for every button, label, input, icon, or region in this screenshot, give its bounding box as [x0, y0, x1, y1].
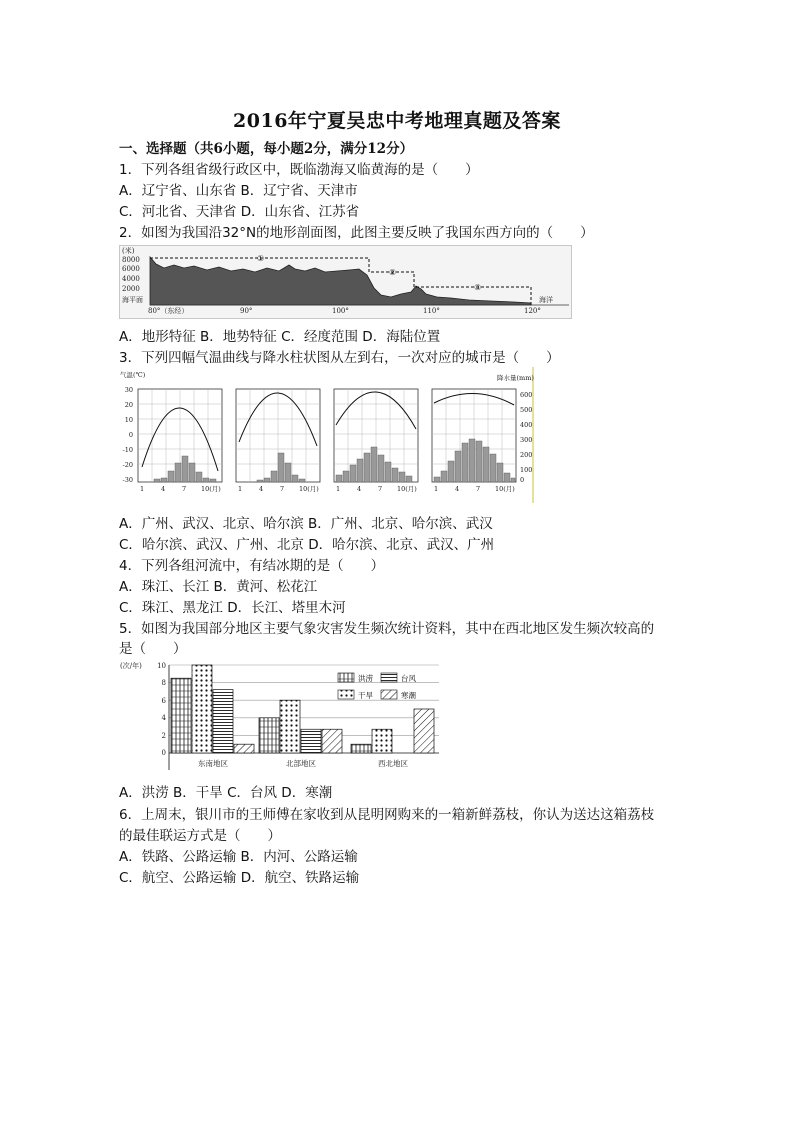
svg-text:7: 7 — [182, 485, 187, 493]
bar-cold-wave-3 — [414, 709, 434, 753]
svg-text:2: 2 — [161, 732, 166, 740]
terrain-y-unit: (米) — [122, 247, 135, 255]
precip-tick: 200 — [520, 451, 533, 459]
precip-tick: 400 — [520, 421, 533, 429]
svg-text:0: 0 — [161, 749, 166, 757]
step-1-label: ① — [257, 254, 265, 263]
precip-tick: 500 — [520, 406, 533, 414]
terrain-profile-figure — [119, 245, 572, 319]
q3-options-ab: A．广州、武汉、北京、哈尔滨 B．广州、北京、哈尔滨、武汉 — [119, 516, 493, 532]
chart-category-labels — [198, 758, 408, 768]
climate-graphs-figure — [119, 367, 534, 503]
q2-options: A．地形特征 B．地势特征 C．经度范围 D．海陆位置 — [119, 329, 441, 345]
terrain-y-tick: 2000 — [122, 285, 140, 293]
svg-text:6: 6 — [161, 697, 166, 705]
temp-tick: 10 — [124, 416, 133, 424]
svg-text:10(月): 10(月) — [299, 485, 319, 493]
svg-text:4: 4 — [161, 485, 166, 493]
q4-options-ab: A．珠江、长江 B．黄河、松花江 — [119, 579, 318, 595]
climate-panel-1 — [138, 389, 222, 482]
svg-text:4: 4 — [161, 714, 166, 722]
svg-text:4: 4 — [455, 485, 460, 493]
terrain-x-tick: 90° — [240, 307, 253, 315]
temp-tick: -10 — [122, 446, 133, 454]
q4-stem: 4．下列各组河流中，有结冰期的是（ ） — [119, 558, 385, 574]
bar-cold-wave-2 — [322, 729, 342, 753]
bar-typhoon-2 — [301, 729, 321, 753]
precip-tick: 0 — [520, 476, 525, 484]
legend-swatch-flood — [338, 673, 354, 682]
bar-typhoon-1 — [213, 690, 233, 753]
terrain-x-tick: 100° — [332, 307, 349, 315]
legend-label-flood: 洪涝 — [358, 674, 373, 683]
q4-options-cd: C．珠江、黑龙江 D．长江、塔里木河 — [119, 600, 346, 616]
svg-text:10(月): 10(月) — [495, 485, 515, 493]
svg-text:10: 10 — [157, 662, 166, 670]
temp-axis-label: 气温(℃) — [120, 371, 146, 379]
svg-text:1: 1 — [238, 485, 243, 493]
terrain-x-tick: 110° — [423, 307, 440, 315]
svg-text:1: 1 — [336, 485, 341, 493]
precip-tick: 600 — [520, 391, 533, 399]
q3-stem: 3．下列四幅气温曲线与降水柱状图从左到右，一次对应的城市是（ ） — [119, 350, 560, 366]
bar-drought-3 — [372, 729, 392, 753]
bar-drought-2 — [280, 700, 300, 753]
svg-text:1: 1 — [140, 485, 145, 493]
bar-flood-2 — [259, 718, 279, 753]
q1-options-cd: C．河北省、天津省 D．山东省、江苏省 — [119, 204, 360, 220]
bar-cold-wave-1 — [234, 744, 254, 753]
svg-text:1: 1 — [434, 485, 439, 493]
terrain-x-tick: 120° — [524, 307, 541, 315]
svg-text:4: 4 — [259, 485, 264, 493]
precip-tick: 300 — [520, 436, 533, 444]
disaster-frequency-chart — [119, 658, 439, 772]
q2-stem: 2．如图为我国沿32°N的地形剖面图，此图主要反映了我国东西方向的（ ） — [119, 225, 594, 241]
terrain-y-tick: 海平面 — [122, 296, 143, 304]
q5-stem-line2: 是（ ） — [119, 641, 187, 657]
legend-swatch-drought — [338, 690, 354, 699]
svg-text:8: 8 — [161, 679, 166, 687]
svg-text:4: 4 — [357, 485, 362, 493]
category-label: 西北地区 — [378, 759, 408, 768]
terrain-y-tick: 4000 — [122, 275, 140, 283]
q5-stem-line1: 5．如图为我国部分地区主要气象灾害发生频次统计资料，其中在西北地区发生频次较高的 — [119, 621, 655, 637]
q1-stem: 1．下列各组省级行政区中，既临渤海又临黄海的是（ ） — [119, 162, 479, 178]
climate-panel-3 — [334, 389, 418, 482]
svg-text:10(月): 10(月) — [397, 485, 417, 493]
legend-swatch-typhoon — [381, 673, 397, 682]
bar-flood-3 — [351, 744, 371, 753]
svg-text:7: 7 — [378, 485, 383, 493]
q1-options-ab: A．辽宁省、山东省 B．辽宁省、天津市 — [119, 183, 358, 199]
bar-flood-1 — [171, 678, 191, 753]
category-label: 东南地区 — [198, 759, 228, 768]
svg-text:7: 7 — [476, 485, 481, 493]
svg-text:7: 7 — [280, 485, 285, 493]
chart-y-label: (次/年) — [120, 662, 142, 670]
climate-panel-4 — [432, 389, 516, 482]
q5-options: A．洪涝 B．干旱 C．台风 D．寒潮 — [119, 785, 333, 801]
legend-label-typhoon: 台风 — [401, 674, 416, 683]
chart-legend — [338, 673, 416, 700]
svg-text:10(月): 10(月) — [201, 485, 221, 493]
q3-options-cd: C．哈尔滨、武汉、广州、北京 D．哈尔滨、北京、武汉、广州 — [119, 537, 495, 553]
q6-options-cd: C．航空、公路运输 D．航空、铁路运输 — [119, 870, 360, 886]
bar-drought-1 — [192, 665, 212, 753]
step-2-label: ② — [389, 268, 397, 277]
legend-swatch-cold-wave — [381, 690, 397, 699]
legend-label-drought: 干旱 — [358, 691, 373, 700]
legend-label-cold-wave: 寒潮 — [401, 691, 416, 700]
month-axis — [140, 485, 515, 493]
temp-tick: -20 — [122, 461, 133, 469]
section-heading: 一、选择题（共6小题，每小题2分，满分12分） — [119, 141, 414, 157]
category-label: 北部地区 — [286, 759, 316, 768]
q6-options-ab: A．铁路、公路运输 B．内河、公路运输 — [119, 849, 358, 865]
climate-panel-2 — [236, 389, 320, 482]
terrain-y-tick: 8000 — [122, 256, 140, 264]
temp-tick: 30 — [124, 386, 133, 394]
terrain-y-tick: 6000 — [122, 265, 140, 273]
temp-tick: -30 — [122, 476, 133, 484]
terrain-x-tick: 80°（东经） — [148, 307, 189, 315]
precip-axis-label: 降水量(mm) — [497, 374, 534, 382]
q6-stem-line1: 6．上周末，银川市的王师傅在家收到从昆明网购来的一箱新鲜荔枝，你认为送达这箱荔枝 — [119, 807, 655, 823]
precip-tick: 100 — [520, 466, 533, 474]
temp-tick: 20 — [124, 401, 133, 409]
step-3-label: ③ — [474, 283, 482, 292]
q6-stem-line2: 的最佳联运方式是（ ） — [119, 828, 281, 844]
chart-y-ticks — [157, 662, 166, 757]
page-title: 2016年宁夏吴忠中考地理真题及答案 — [233, 110, 561, 132]
terrain-sea-label: 海洋 — [539, 296, 553, 304]
temp-tick: 0 — [128, 431, 133, 439]
